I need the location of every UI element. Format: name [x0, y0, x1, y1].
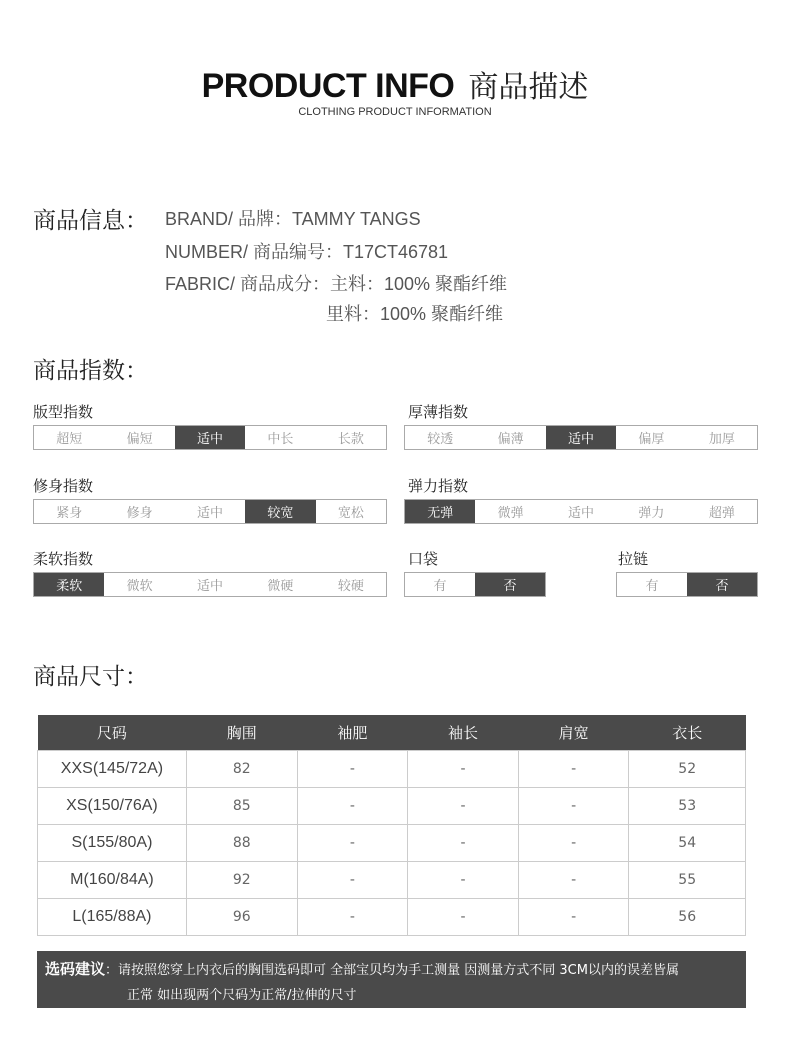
fit-option-2: 适中 [175, 426, 245, 449]
lining-line: 里料：100% 聚酯纤维 [326, 304, 504, 324]
soft-index-scale [33, 572, 387, 597]
table-row [38, 862, 746, 899]
header-sleeve-width: 袖肥 [297, 715, 408, 751]
elastic-option-2: 适中 [568, 506, 595, 521]
table-cell: - [297, 788, 408, 825]
advice-label: 选码建议 [45, 960, 106, 978]
slim-option-4: 宽松 [337, 506, 364, 521]
table-cell: XXS(145/72A) [38, 751, 187, 788]
fit-index-scale [33, 425, 387, 450]
table-cell: - [408, 862, 519, 899]
table-cell: - [297, 825, 408, 862]
page-header [0, 62, 790, 106]
zipper-index-title: 拉链 [618, 550, 649, 568]
table-cell: S(155/80A) [38, 825, 187, 862]
table-cell: - [408, 825, 519, 862]
fit-option-1: 偏短 [126, 432, 153, 447]
elastic-index-scale [404, 499, 758, 524]
page-title-cn: 商品描述 [468, 70, 589, 105]
table-cell: 52 [629, 751, 746, 788]
elastic-option-1: 微弹 [497, 506, 524, 521]
thickness-index-title: 厚薄指数 [408, 403, 469, 421]
table-cell: - [518, 862, 629, 899]
fabric-line: FABRIC/ 商品成分：主料：100% 聚酯纤维 [165, 274, 508, 294]
header-sleeve-length: 袖长 [408, 715, 519, 751]
size-advice-box [37, 951, 746, 1008]
table-cell: 96 [186, 899, 297, 936]
thickness-option-2: 适中 [546, 426, 616, 449]
fit-option-4: 长款 [337, 432, 364, 447]
index-section-label: 商品指数： [33, 358, 148, 384]
soft-option-3: 微硬 [267, 579, 294, 594]
table-cell: M(160/84A) [38, 862, 187, 899]
table-row [38, 751, 746, 788]
table-cell: 92 [186, 862, 297, 899]
slim-option-0: 紧身 [56, 506, 83, 521]
size-section-label: 商品尺寸： [33, 664, 148, 690]
table-cell: - [518, 899, 629, 936]
elastic-option-4: 超弹 [708, 506, 735, 521]
slim-index-title: 修身指数 [33, 477, 94, 495]
table-cell: - [297, 899, 408, 936]
elastic-option-0: 无弹 [405, 500, 475, 523]
slim-option-2: 适中 [197, 506, 224, 521]
brand-line: BRAND/ 品牌：TAMMY TANGS [165, 209, 421, 229]
table-row [38, 788, 746, 825]
table-cell: 85 [186, 788, 297, 825]
pocket-option-0: 有 [433, 579, 447, 594]
size-table [37, 715, 746, 936]
fit-index-title: 版型指数 [33, 403, 94, 421]
advice-text-line1: ：请按照您穿上内衣后的胸围选码即可 全部宝贝均为手工测量 因测量方式不同 3CM以内的误差皆属 [105, 963, 679, 978]
header-size: 尺码 [38, 715, 187, 751]
soft-option-1: 微软 [126, 579, 153, 594]
table-cell: - [408, 788, 519, 825]
header-chest: 胸围 [186, 715, 297, 751]
soft-option-2: 适中 [197, 579, 224, 594]
slim-option-1: 修身 [126, 506, 153, 521]
table-cell: - [408, 751, 519, 788]
thickness-option-1: 偏薄 [497, 432, 524, 447]
page-subtitle: CLOTHING PRODUCT INFORMATION [298, 106, 492, 118]
zipper-option-1: 否 [687, 573, 757, 596]
slim-option-3: 较宽 [245, 500, 315, 523]
table-cell: 82 [186, 751, 297, 788]
page-title: PRODUCT INFO [201, 67, 455, 105]
zipper-option-0: 有 [645, 579, 659, 594]
thickness-option-3: 偏厚 [638, 432, 665, 447]
table-cell: - [297, 862, 408, 899]
elastic-index-title: 弹力指数 [408, 477, 469, 495]
table-cell: L(165/88A) [38, 899, 187, 936]
table-cell: - [297, 751, 408, 788]
table-cell: - [518, 751, 629, 788]
table-row [38, 899, 746, 936]
header-shoulder: 肩宽 [518, 715, 629, 751]
table-cell: 56 [629, 899, 746, 936]
table-cell: 53 [629, 788, 746, 825]
header-length: 衣长 [629, 715, 746, 751]
table-row [38, 825, 746, 862]
table-cell: 55 [629, 862, 746, 899]
zipper-index-scale [616, 572, 758, 597]
size-table-header-row [38, 715, 746, 751]
info-section-label: 商品信息： [33, 208, 148, 234]
pocket-index-scale [404, 572, 546, 597]
pocket-index-title: 口袋 [408, 550, 439, 568]
advice-text-line2: 正常 如出现两个尺码为正常/拉伸的尺寸 [127, 988, 357, 1003]
fit-option-0: 超短 [56, 432, 83, 447]
thickness-index-scale [404, 425, 758, 450]
fit-option-3: 中长 [267, 432, 294, 447]
soft-option-0: 柔软 [34, 573, 104, 596]
soft-option-4: 较硬 [337, 579, 364, 594]
table-cell: 88 [186, 825, 297, 862]
table-cell: 54 [629, 825, 746, 862]
slim-index-scale [33, 499, 387, 524]
table-cell: - [518, 788, 629, 825]
soft-index-title: 柔软指数 [33, 550, 94, 568]
thickness-option-4: 加厚 [708, 432, 735, 447]
pocket-option-1: 否 [475, 573, 545, 596]
table-cell: - [518, 825, 629, 862]
thickness-option-0: 较透 [427, 432, 454, 447]
number-line: NUMBER/ 商品编号：T17CT46781 [165, 242, 449, 262]
table-cell: - [408, 899, 519, 936]
table-cell: XS(150/76A) [38, 788, 187, 825]
elastic-option-3: 弹力 [638, 506, 665, 521]
